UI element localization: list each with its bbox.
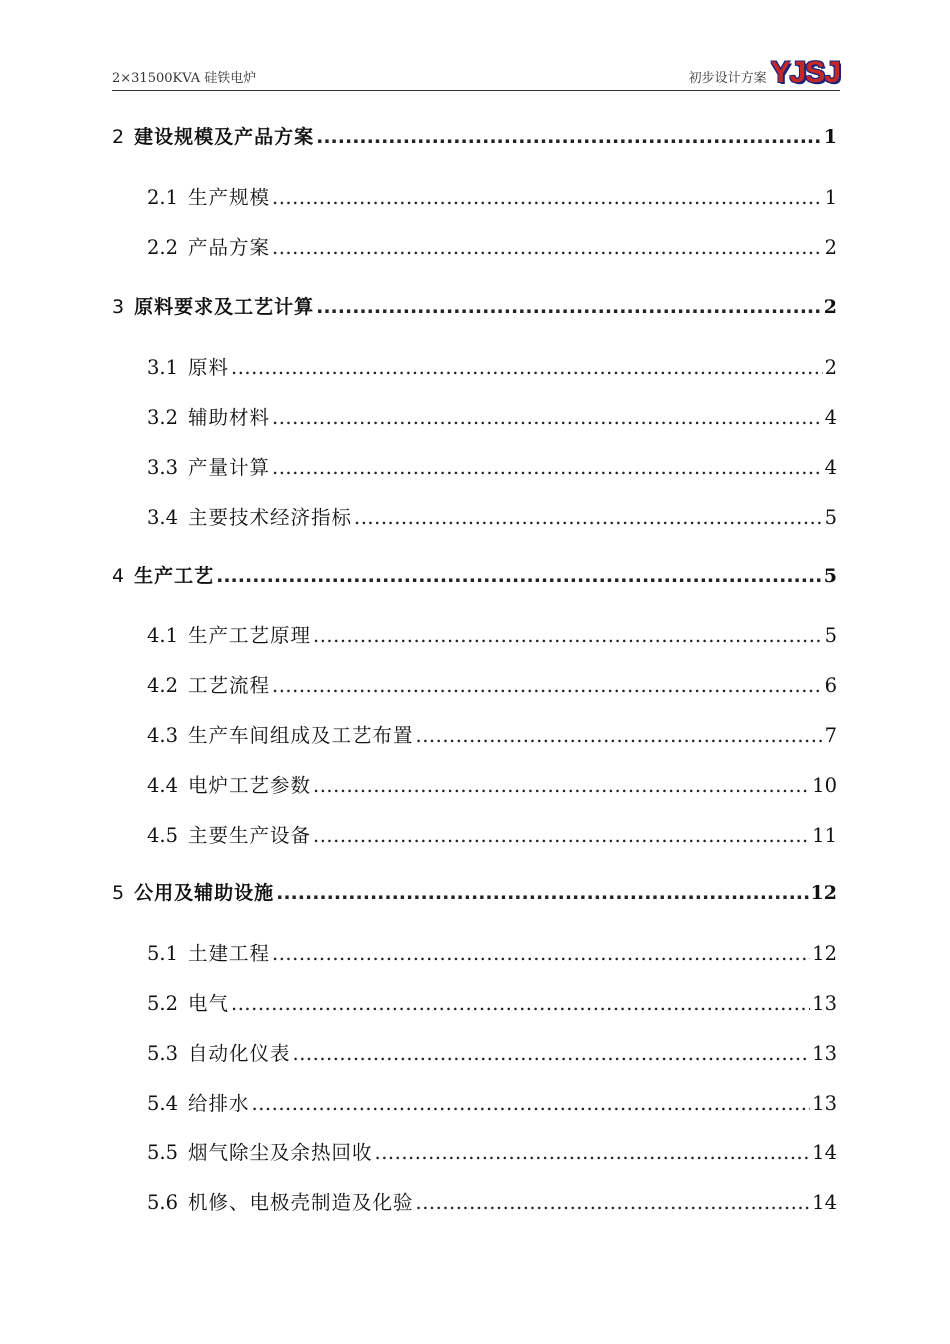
toc-entry-title: 生产工艺原理: [188, 624, 312, 647]
toc-entry-title: 烟气除尘及余热回收: [188, 1141, 373, 1164]
company-logo: YJSJ: [770, 56, 840, 89]
toc-entry-page: 10: [812, 774, 837, 797]
toc-entry-number: 3: [112, 296, 125, 318]
header-document-title: 2×31500KVA 硅铁电炉: [112, 71, 257, 86]
toc-entry-title: 原料: [188, 356, 230, 379]
toc-entry-title: 产量计算: [188, 456, 271, 479]
toc-leader-dots: [231, 356, 823, 379]
toc-entry-title: 机修、电极壳制造及化验: [188, 1191, 414, 1214]
toc-entry-title: 主要生产设备: [188, 824, 312, 847]
toc-entry-number: 5.3: [147, 1042, 179, 1065]
toc-entry-page: 5: [824, 506, 837, 529]
toc-entry-page: 11: [812, 824, 837, 847]
toc-entry-title: 公用及辅助设施: [134, 882, 275, 904]
toc-leader-dots: [216, 565, 822, 587]
toc-entry-title: 电炉工艺参数: [188, 774, 312, 797]
toc-leader-dots: [375, 1141, 811, 1164]
toc-entry[interactable]: [112, 122, 837, 149]
toc-entry[interactable]: [112, 561, 837, 588]
toc-entry-number: 2.1: [147, 186, 179, 209]
toc-entry-number: 3.4: [147, 506, 179, 529]
toc-entry-page: 4: [824, 406, 837, 429]
toc-leader-dots: [354, 506, 823, 529]
toc-entry-number: 3.1: [147, 356, 179, 379]
toc-entry-page: 7: [824, 724, 837, 747]
toc-leader-dots: [252, 1092, 811, 1115]
toc-entry-title: 土建工程: [188, 942, 271, 965]
toc-entry-title: 建设规模及产品方案: [134, 126, 315, 148]
toc-entry-page: 1: [824, 186, 837, 209]
toc-entry-page: 5: [824, 624, 837, 647]
toc-entry-title: 电气: [188, 992, 230, 1015]
toc-leader-dots: [272, 674, 823, 697]
toc-entry-page: 2: [824, 356, 837, 379]
toc-entry-title: 给排水: [188, 1092, 250, 1115]
toc-leader-dots: [316, 126, 822, 148]
toc-entry-number: 2: [112, 126, 125, 148]
toc-entry-number: 5.1: [147, 942, 179, 965]
toc-entry[interactable]: [112, 452, 837, 480]
toc-entry-number: 3.3: [147, 456, 179, 479]
toc-entry[interactable]: [112, 352, 837, 380]
toc-entry-title: 产品方案: [188, 236, 271, 259]
toc-entry-page: 12: [812, 942, 837, 965]
toc-entry[interactable]: [112, 820, 837, 848]
toc-entry-number: 2.2: [147, 236, 179, 259]
toc-entry-number: 5.4: [147, 1092, 179, 1115]
toc-entry[interactable]: [112, 1137, 837, 1165]
toc-entry-page: 5: [823, 565, 837, 587]
toc-leader-dots: [276, 882, 808, 904]
toc-leader-dots: [293, 1042, 811, 1065]
toc-entry-number: 4.2: [147, 674, 179, 697]
header-section-label: 初步设计方案: [688, 71, 767, 86]
toc-entry-title: 生产工艺: [134, 565, 215, 587]
toc-entry-number: 5.2: [147, 992, 179, 1015]
toc-entry-title: 工艺流程: [188, 674, 271, 697]
toc-entry-page: 1: [823, 126, 837, 148]
toc-entry-page: 2: [824, 236, 837, 259]
toc-entry[interactable]: [112, 938, 837, 966]
toc-entry-number: 4.3: [147, 724, 179, 747]
toc-leader-dots: [272, 456, 823, 479]
toc-leader-dots: [313, 824, 810, 847]
toc-entry[interactable]: [112, 402, 837, 430]
page-header: [112, 50, 840, 91]
toc-leader-dots: [313, 624, 823, 647]
toc-entry[interactable]: [112, 292, 837, 319]
toc-entry-title: 自动化仪表: [188, 1042, 291, 1065]
toc-leader-dots: [416, 1191, 811, 1214]
toc-entry[interactable]: [112, 182, 837, 210]
toc-entry[interactable]: [112, 620, 837, 648]
toc-entry-number: 3.2: [147, 406, 179, 429]
toc-leader-dots: [416, 724, 823, 747]
toc-entry-page: 6: [824, 674, 837, 697]
toc-leader-dots: [272, 942, 810, 965]
header-right: [689, 58, 840, 88]
toc-entry[interactable]: [112, 502, 837, 530]
toc-entry-page: 13: [812, 1042, 837, 1065]
toc-entry-number: 5: [112, 882, 125, 904]
toc-entry[interactable]: [112, 232, 837, 260]
toc-entry-number: 4.1: [147, 624, 179, 647]
toc-leader-dots: [272, 236, 823, 259]
toc-entry-title: 生产规模: [188, 186, 271, 209]
toc-entry-page: 13: [812, 1092, 837, 1115]
toc-leader-dots: [313, 774, 810, 797]
toc-entry-number: 5.5: [147, 1141, 179, 1164]
toc-entry-number: 4.4: [147, 774, 179, 797]
toc-entry[interactable]: [112, 670, 837, 698]
toc-entry[interactable]: [112, 720, 837, 748]
toc-leader-dots: [272, 186, 823, 209]
toc-entry[interactable]: [112, 1187, 837, 1215]
toc-entry-page: 14: [812, 1141, 837, 1164]
toc-entry-title: 主要技术经济指标: [188, 506, 353, 529]
toc-entry-title: 生产车间组成及工艺布置: [188, 724, 414, 747]
toc-entry[interactable]: [112, 988, 837, 1016]
toc-entry[interactable]: [112, 770, 837, 798]
toc-entry-page: 4: [824, 456, 837, 479]
toc-leader-dots: [272, 406, 823, 429]
toc-entry-number: 5.6: [147, 1191, 179, 1214]
toc-entry[interactable]: [112, 1038, 837, 1066]
toc-entry-number: 4.5: [147, 824, 179, 847]
toc-entry-page: 13: [812, 992, 837, 1015]
toc-entry[interactable]: [112, 1088, 837, 1116]
toc-entry-number: 4: [112, 565, 125, 587]
toc-entry-page: 12: [810, 882, 837, 904]
toc-leader-dots: [231, 992, 810, 1015]
toc-entry-title: 辅助材料: [188, 406, 271, 429]
toc-entry[interactable]: [112, 878, 837, 905]
toc-entry-page: 14: [812, 1191, 837, 1214]
toc-entry-page: 2: [823, 296, 837, 318]
toc-leader-dots: [316, 296, 822, 318]
toc-entry-title: 原料要求及工艺计算: [134, 296, 315, 318]
